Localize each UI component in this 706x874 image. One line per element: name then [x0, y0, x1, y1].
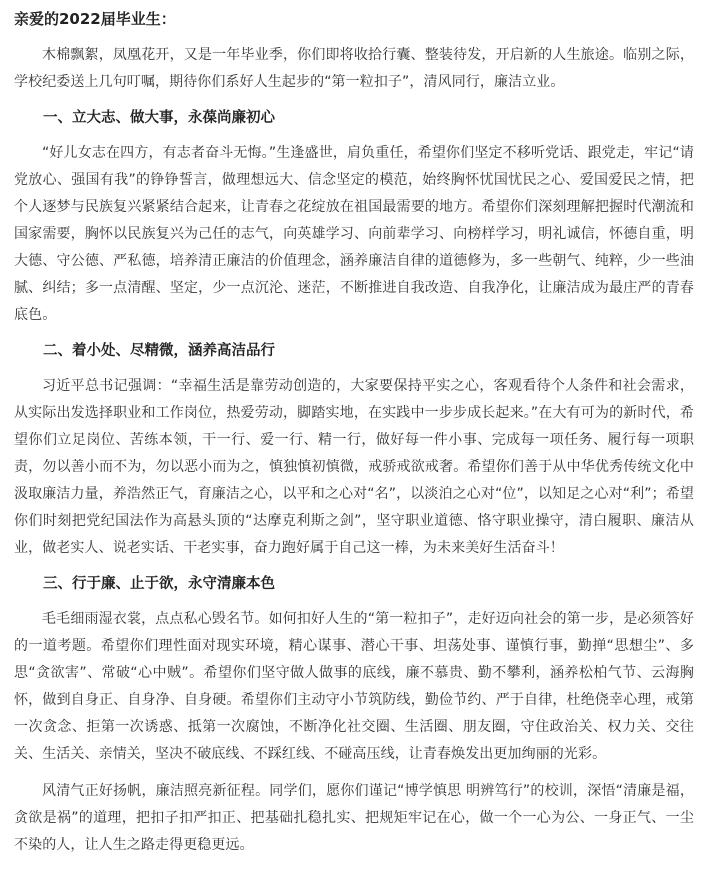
section-3-body: 毛毛细雨湿衣裳，点点私心毁名节。如何扣好人生的“第一粒扣子”，走好迈向社会的第一步，是必须答好的一道考题。希望你们理性面对现实环境，精心谋事、潜心干事、坦荡处事、谨慎行事，勤掸“思想尘”、多思“贪欲害”、常破“心中贼”。希望你们坚守做人做事的底线，廉不慕贵、勤不攀利，涵养松柏气节、云海胸怀，做到自身正、自身净、自身硬。希望你们主动守小节筑防线，勤俭节约、严于自律，杜绝侥幸心理，戒第一次贪念、拒第一次诱惑、抵第一次腐蚀，不断净化社交圈、生活圈、朋友圈，守住政治关、权力关、交往关、生活关、亲情关，坚决不破底线、不踩红线、不碰高压线，让青春焕发出更加绚丽的光彩。 [14, 611, 694, 762]
salutation: 亲爱的2022届毕业生： [14, 10, 176, 28]
section-2-body: 习近平总书记强调：“幸福生活是靠劳动创造的，大家要保持平实之心，客观看待个人条件和社会需求，从实际出发选择职业和工作岗位，热爱劳动，脚踏实地，在实践中一步步成长起来。”在大有可为的新时代，希望你们立足岗位、苦练本领，干一行、爱一行、精一行，做好每一件小事、完成每一项任务、履行每一项职责，勿以善小而不为，勿以恶小而为之，慎独慎初慎微，戒骄戒欲戒奢。希望你们善于从中华优秀传统文化中汲取廉洁力量，养浩然正气，育廉洁之心，以平和之心对“名”，以淡泊之心对“位”，以知足之心对“利”；希望你们时刻把党纪国法作为高悬头顶的“达摩克利斯之剑”，坚守职业道德、恪守职业操守，清白履职、廉洁从业，做老实人、说老实话、干老实事，奋力跑好属于自己这一棒，为未来美好生活奋斗！ [14, 378, 694, 556]
section-2-heading: 二、着小处、尽精微，涵养高洁品行 [43, 343, 275, 359]
section-3-heading: 三、行于廉、止于欲，永守清廉本色 [43, 576, 275, 592]
section-1-body: “好儿女志在四方，有志者奋斗无悔。”生逢盛世，肩负重任，希望你们坚定不移听党话、跟党走，牢记“请党放心、强国有我”的铮铮誓言，做理想远大、信念坚定的模范，始终胸怀忧国忧民之心、爱国爱民之情，把个人逐梦与民族复兴紧紧结合起来，让青春之花绽放在祖国最需要的地方。希望你们深刻理解把握时代潮流和国家需要，胸怀以民族复兴为己任的志气，向英雄学习、向前辈学习、向榜样学习，明礼诚信，怀德自重，明大德、守公德、严私德，培养清正廉洁的价值理念，涵养廉洁自律的道德修为，多一些朝气、纯粹，少一些油腻、纠结；多一点清醒、坚定，少一点沉沦、迷茫，不断推进自我改造、自我净化，让廉洁成为最庄严的青春底色。 [14, 145, 694, 323]
intro-paragraph: 木棉飘絮，凤凰花开，又是一年毕业季，你们即将收拾行囊、整装待发，开启新的人生旅途。临别之际，学校纪委送上几句叮嘱，期待你们系好人生起步的“第一粒扣子”，清风同行，廉洁立业。 [14, 47, 694, 90]
section-1-heading: 一、立大志、做大事，永葆尚廉初心 [43, 110, 275, 126]
closing-paragraph: 风清气正好扬帆，廉洁照亮新征程。同学们，愿你们谨记“博学慎思 明辨笃行”的校训，深悟“清廉是福，贪欲是祸”的道理，把扣子扣严扣正、把基础扎稳扎实、把规矩牢记在心，做一个一心为公、一身正气、一尘不染的人，让人生之路走得更稳更远。 [14, 783, 694, 853]
